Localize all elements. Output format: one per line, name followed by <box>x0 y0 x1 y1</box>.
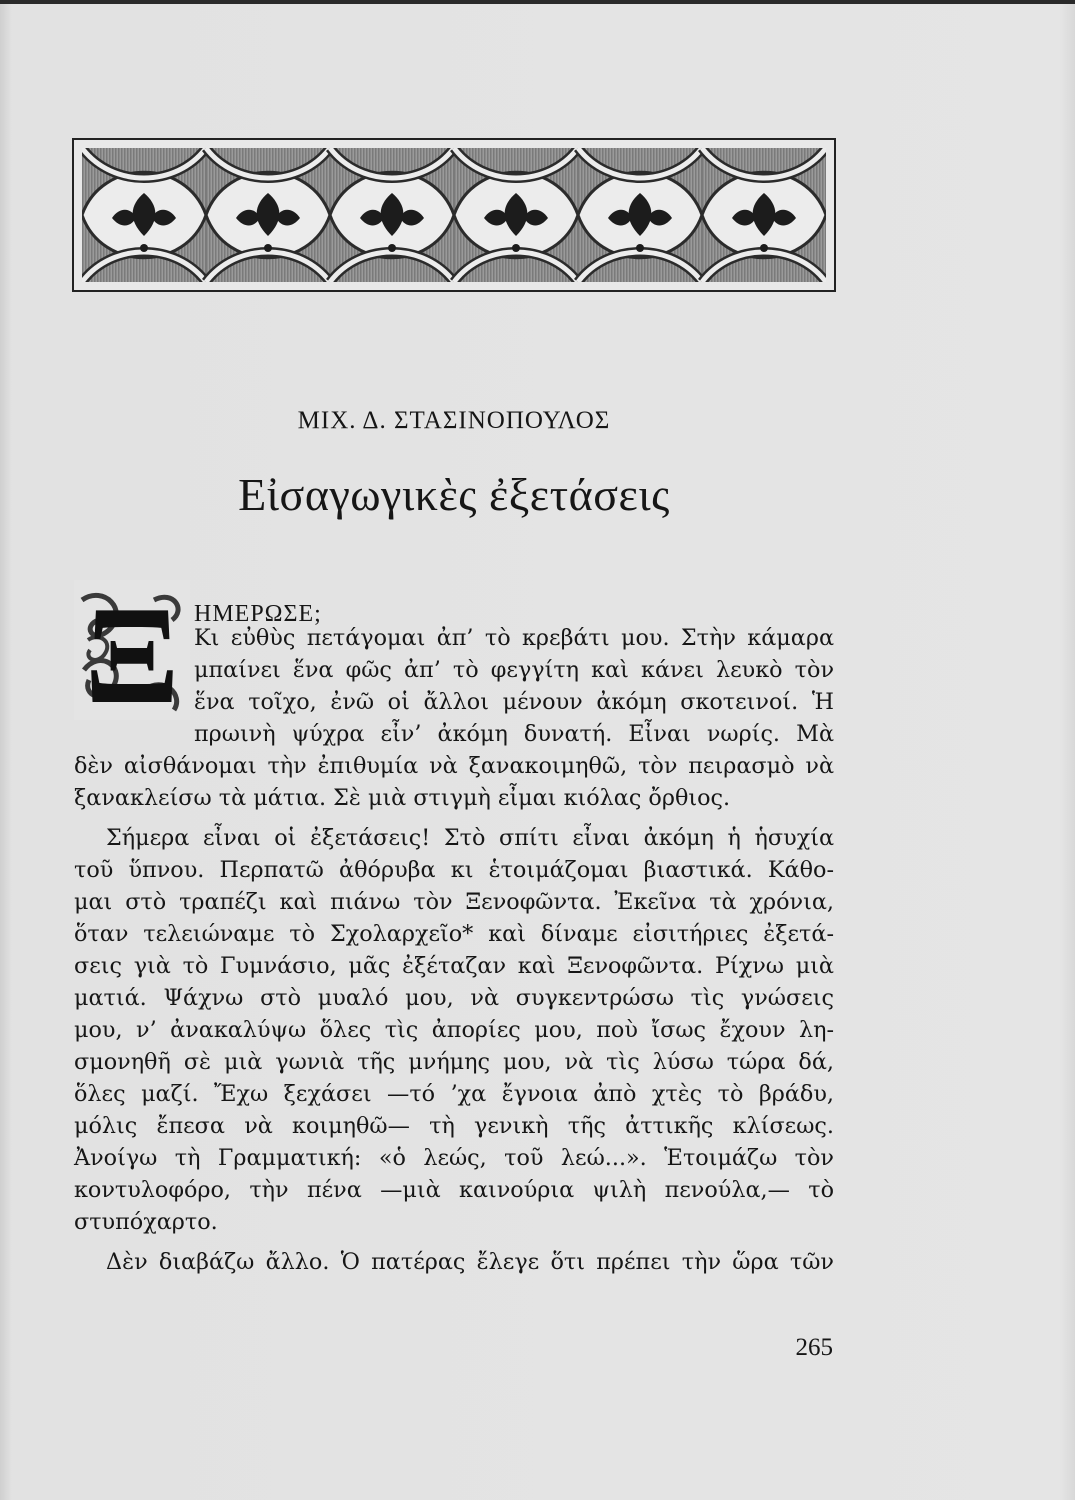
paragraph-2-line-1: Σήμερα εἶναι οἱ ἐξετάσεις! Στὸ σπίτι εἶναι ἀκόμη ἡ ἡσυχία <box>106 825 834 851</box>
paragraph-2-line-12: κοντυλοφόρο, τὴν πένα —μιὰ καινούρια ψιλὴ πενούλα,— τὸ <box>74 1177 834 1203</box>
paragraph-2-line-8: σμονηθῆ σὲ μιὰ γωνιὰ τῆς μνήμης μου, νὰ τὶς λύσω τώρα δά, <box>74 1049 834 1075</box>
ornament-pattern <box>82 148 826 282</box>
paragraph-2-line-2: τοῦ ὕπνου. Περπατῶ ἀθόρυβα κι ἑτοιμάζομαι βιαστικά. Κάθο- <box>74 857 834 883</box>
paragraph-1-line-4: ἕνα τοῖχο, ἐνῶ οἱ ἄλλοι μένουν ἀκόμη σκοτεινοί. Ἡ <box>194 689 834 715</box>
paragraph-2-line-5: σεις γιὰ τὸ Γυμνάσιο, μᾶς ἐξέταζαν καὶ Ξενοφῶντα. Ρίχνω μιὰ <box>74 953 834 979</box>
paragraph-2-line-13: στυπόχαρτο. <box>74 1209 218 1235</box>
dropcap-ornament <box>74 580 190 720</box>
paragraph-1-line-1 <box>194 602 322 626</box>
paragraph-3-line-1: Δὲν διαβάζω ἄλλο. Ὁ πατέρας ἔλεγε ὅτι πρέπει τὴν ὥρα τῶν <box>106 1249 834 1275</box>
paragraph-2-line-6: ματιά. Ψάχνω στὸ μυαλό μου, νὰ συγκεντρώσω τὶς γνώσεις <box>74 985 834 1011</box>
paragraph-1-line-5: πρωινὴ ψύχρα εἶν’ ἀκόμη δυνατή. Εἶναι νωρίς. Μὰ <box>194 721 834 747</box>
scan-top-edge <box>0 0 1075 4</box>
paragraph-2-line-7: μου, ν’ ἀνακαλύψω ὅλες τὶς ἀπορίες μου, ποὺ ἴσως ἔχουν λη- <box>74 1017 834 1043</box>
paragraph-1-line-2: Κι εὐθὺς πετάγομαι ἀπ’ τὸ κρεβάτι μου. Στὴν κάμαρα <box>194 625 834 651</box>
paragraph-2-line-10: μόλις ἔπεσα νὰ κοιμηθῶ— τὴ γενικὴ τῆς ἀττικῆς κλίσεως. <box>74 1113 834 1139</box>
page-number: 265 <box>795 1334 833 1361</box>
paragraph-2-line-3: μαι στὸ τραπέζι καὶ πιάνω τὸν Ξενοφῶντα. Ἐκεῖνα τὰ χρόνια, <box>74 889 834 915</box>
ornamental-header-band <box>72 138 836 292</box>
paragraph-2-line-9: ὅλες μαζί. Ἔχω ξεχάσει —τό ’χα ἔγνοια ἀπὸ χτὲς τὸ βράδυ, <box>74 1081 834 1107</box>
paragraph-1-line-3: μπαίνει ἕνα φῶς ἀπ’ τὸ φεγγίτη καὶ κάνει λευκὸ τὸν <box>194 657 834 683</box>
paragraph-2-line-4: ὅταν τελειώναμε τὸ Σχολαρχεῖο* καὶ δίναμε εἰσιτήριες ἐξετά- <box>74 921 834 947</box>
opening-word: ΗΜΕΡΩΣΕ; <box>194 601 322 627</box>
author-name: ΜΙΧ. Δ. ΣΤΑΣΙΝΟΠΟΥΛΟΣ <box>297 407 611 434</box>
dropcap-letter: Ξ <box>84 580 180 720</box>
paragraph-1-line-6: δὲν αἰσθάνομαι τὴν ἐπιθυμία νὰ ξανακοιμηθῶ, τὸν πειρασμὸ νὰ <box>74 753 834 779</box>
chapter-title: Εἰσαγωγικὲς ἐξετάσεις <box>238 469 670 520</box>
paragraph-1-line-7: ξανακλείσω τὰ μάτια. Σὲ μιὰ στιγμὴ εἶμαι κιόλας ὄρθιος. <box>74 785 731 811</box>
paragraph-2-line-11: Ἀνοίγω τὴ Γραμματική: «ὁ λεώς, τοῦ λεώ...». Ἑτοιμάζω τὸν <box>74 1145 834 1171</box>
